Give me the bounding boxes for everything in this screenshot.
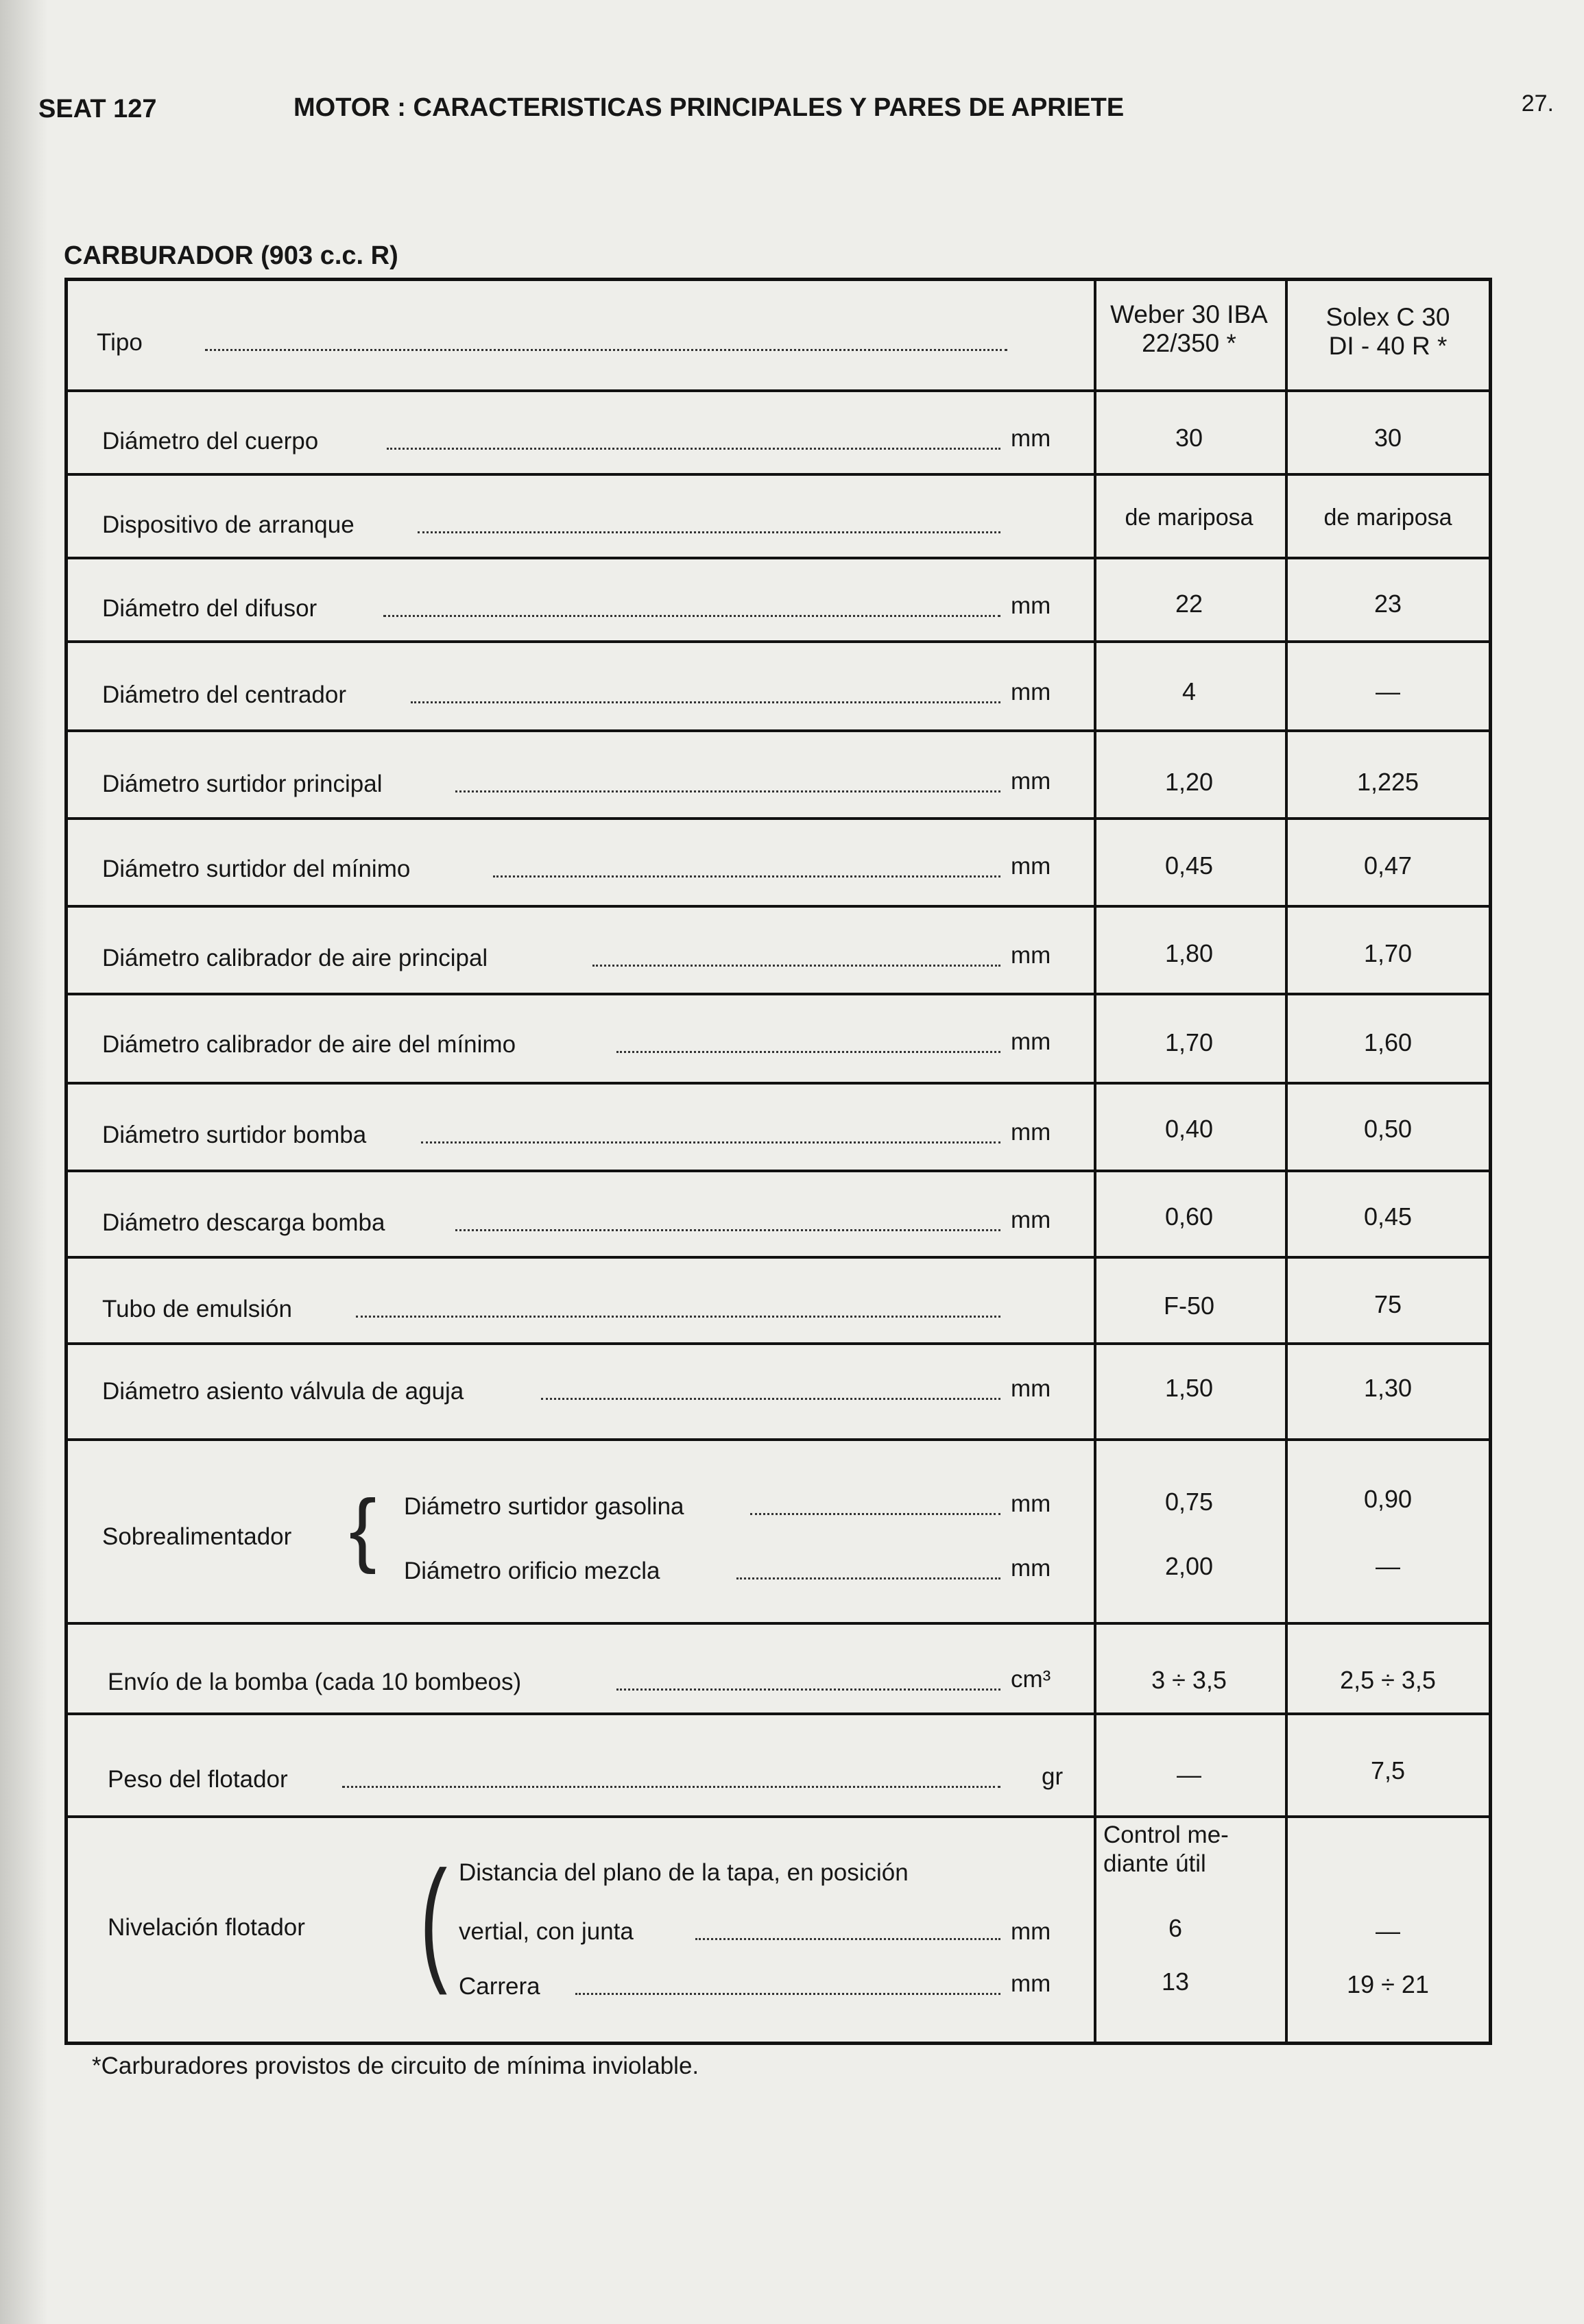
weber-value: 0,40 bbox=[1164, 1115, 1214, 1143]
sub-row-label: Diámetro surtidor gasolina bbox=[404, 1493, 684, 1520]
weber-value: 30 bbox=[1175, 424, 1203, 452]
weber-value: 1,50 bbox=[1164, 1374, 1214, 1402]
row-label: Peso del flotador bbox=[108, 1766, 288, 1793]
row-unit: mm bbox=[1011, 1555, 1051, 1582]
dot-leader bbox=[356, 1314, 1000, 1318]
grouping-brace: { bbox=[349, 1483, 377, 1575]
row-unit: mm bbox=[1011, 853, 1051, 880]
table-row bbox=[68, 476, 1489, 559]
table-row bbox=[68, 820, 1489, 908]
grouping-brace: ( bbox=[420, 1843, 448, 1996]
sub-row-label: Distancia del plano de la tapa, en posición bbox=[459, 1859, 909, 1886]
row-label: Diámetro del centrador bbox=[102, 681, 346, 708]
dot-leader bbox=[411, 699, 1000, 703]
table-row bbox=[68, 1172, 1489, 1259]
row-label: Diámetro descarga bomba bbox=[102, 1209, 385, 1236]
dot-leader bbox=[493, 873, 1000, 877]
table-row bbox=[68, 908, 1489, 995]
carburetor-spec-table bbox=[64, 278, 1492, 2045]
row-unit: mm bbox=[1011, 1028, 1051, 1055]
weber-value: 13 bbox=[1161, 1968, 1190, 1996]
row-label: Tipo bbox=[97, 329, 143, 356]
row-label: Diámetro surtidor del mínimo bbox=[102, 856, 411, 882]
solex-value: — bbox=[1376, 1917, 1400, 1945]
weber-value: 1,20 bbox=[1164, 768, 1214, 796]
sub-row-label: Carrera bbox=[459, 1973, 540, 2000]
dot-leader bbox=[750, 1511, 1000, 1515]
table-row bbox=[68, 1625, 1489, 1715]
solex-value: 0,45 bbox=[1363, 1202, 1413, 1231]
dot-leader bbox=[342, 1784, 1000, 1788]
table-row bbox=[68, 392, 1489, 476]
page-header bbox=[38, 88, 1554, 136]
table-row bbox=[68, 732, 1489, 820]
dot-leader bbox=[455, 788, 1000, 792]
row-unit: mm bbox=[1011, 1918, 1051, 1945]
dot-leader bbox=[575, 1991, 1000, 1995]
weber-value: 0,75 bbox=[1164, 1488, 1214, 1516]
solex-value: 0,47 bbox=[1363, 851, 1413, 880]
weber-value: 4 bbox=[1181, 677, 1197, 705]
sub-row-label: vertial, con junta bbox=[459, 1918, 634, 1945]
row-label: Sobrealimentador bbox=[102, 1523, 292, 1550]
solex-value: 1,70 bbox=[1363, 939, 1413, 967]
row-label: Diámetro del cuerpo bbox=[102, 428, 319, 455]
dot-leader bbox=[541, 1396, 1000, 1400]
dot-leader bbox=[592, 963, 1000, 967]
weber-value: 3 ÷ 3,5 bbox=[1151, 1666, 1227, 1694]
row-unit: mm bbox=[1011, 425, 1051, 452]
row-label: Diámetro calibrador de aire del mínimo bbox=[102, 1031, 516, 1058]
dot-leader bbox=[616, 1049, 1000, 1053]
solex-value: 1,30 bbox=[1363, 1374, 1413, 1402]
solex-value: 23 bbox=[1373, 590, 1402, 618]
page-number: 27. bbox=[1521, 90, 1554, 117]
solex-value: 75 bbox=[1373, 1290, 1402, 1318]
row-label: Nivelación flotador bbox=[108, 1914, 305, 1941]
dot-leader bbox=[616, 1686, 1000, 1691]
section-title: CARBURADOR (903 c.c. R) bbox=[64, 241, 398, 270]
weber-value: 1,70 bbox=[1164, 1028, 1214, 1056]
row-unit: cm³ bbox=[1011, 1666, 1051, 1693]
solex-value: 1,225 bbox=[1356, 768, 1419, 796]
solex-value: — bbox=[1376, 677, 1400, 705]
doc-code: SEAT 127 bbox=[38, 95, 157, 123]
row-unit: mm bbox=[1011, 1490, 1051, 1517]
solex-value: 19 ÷ 21 bbox=[1347, 1970, 1429, 1998]
table-row bbox=[68, 1085, 1489, 1172]
table-row bbox=[68, 1715, 1489, 1818]
table-row-sobrealimentador bbox=[68, 1441, 1489, 1625]
page-edge-shadow bbox=[0, 0, 48, 2324]
dot-leader bbox=[421, 1139, 1000, 1143]
dot-leader bbox=[205, 347, 1007, 351]
row-unit: mm bbox=[1011, 1207, 1051, 1233]
row-unit: mm bbox=[1011, 679, 1051, 705]
table-row bbox=[68, 995, 1489, 1085]
weber-value: 22 bbox=[1175, 590, 1203, 618]
dot-leader bbox=[736, 1575, 1000, 1579]
column-header-solex: Solex C 30 DI - 40 R * bbox=[1325, 303, 1450, 360]
dot-leader bbox=[695, 1936, 1000, 1940]
row-unit: mm bbox=[1011, 1375, 1051, 1402]
row-unit: mm bbox=[1011, 592, 1051, 619]
row-label: Dispositivo de arranque bbox=[102, 511, 355, 538]
table-row bbox=[68, 643, 1489, 732]
dot-leader bbox=[383, 613, 1000, 617]
row-label: Tubo de emulsión bbox=[102, 1296, 292, 1322]
row-label: Diámetro surtidor principal bbox=[102, 771, 383, 797]
dot-leader bbox=[418, 529, 1000, 533]
solex-value: — bbox=[1376, 1552, 1400, 1580]
solex-value: 2,5 ÷ 3,5 bbox=[1340, 1666, 1436, 1694]
solex-value: 0,50 bbox=[1363, 1115, 1413, 1143]
weber-value: F-50 bbox=[1163, 1292, 1215, 1320]
weber-value: 2,00 bbox=[1164, 1552, 1214, 1580]
weber-value: 0,45 bbox=[1164, 851, 1214, 880]
row-unit: mm bbox=[1011, 942, 1051, 969]
column-header-weber: Weber 30 IBA 22/350 * bbox=[1110, 300, 1268, 357]
weber-value: 1,80 bbox=[1164, 939, 1214, 967]
row-label: Diámetro asiento válvula de aguja bbox=[102, 1378, 464, 1405]
solex-value: 0,90 bbox=[1363, 1485, 1413, 1513]
weber-value: — bbox=[1177, 1760, 1201, 1789]
solex-value: 30 bbox=[1373, 424, 1402, 452]
weber-value: de mariposa bbox=[1125, 505, 1253, 531]
dot-leader bbox=[387, 446, 1000, 450]
weber-value: 0,60 bbox=[1164, 1202, 1214, 1231]
page-title: MOTOR : CARACTERISTICAS PRINCIPALES Y PARES DE APRIETE bbox=[293, 93, 1125, 122]
solex-value: de mariposa bbox=[1323, 505, 1452, 531]
footnote: *Carburadores provistos de circuito de mínima inviolable. bbox=[92, 2053, 699, 2079]
table-row bbox=[68, 281, 1489, 392]
row-unit: mm bbox=[1011, 1970, 1051, 1997]
row-unit: gr bbox=[1042, 1763, 1064, 1790]
table-row bbox=[68, 1345, 1489, 1441]
row-unit: mm bbox=[1011, 1119, 1051, 1146]
row-unit: mm bbox=[1011, 768, 1051, 795]
row-label: Envío de la bomba (cada 10 bombeos) bbox=[108, 1669, 522, 1695]
row-label: Diámetro calibrador de aire principal bbox=[102, 945, 488, 971]
table-row-nivelacion bbox=[68, 1818, 1489, 2042]
solex-value: 1,60 bbox=[1363, 1028, 1413, 1056]
row-label: Diámetro surtidor bomba bbox=[102, 1122, 367, 1148]
solex-value: 7,5 bbox=[1370, 1756, 1406, 1784]
table-row bbox=[68, 559, 1489, 643]
sub-row-label: Diámetro orificio mezcla bbox=[404, 1558, 660, 1584]
dot-leader bbox=[455, 1227, 1000, 1231]
weber-note: Control me- diante útil bbox=[1103, 1821, 1229, 1877]
table-row bbox=[68, 1259, 1489, 1345]
weber-value: 6 bbox=[1168, 1914, 1183, 1942]
row-label: Diámetro del difusor bbox=[102, 595, 317, 622]
